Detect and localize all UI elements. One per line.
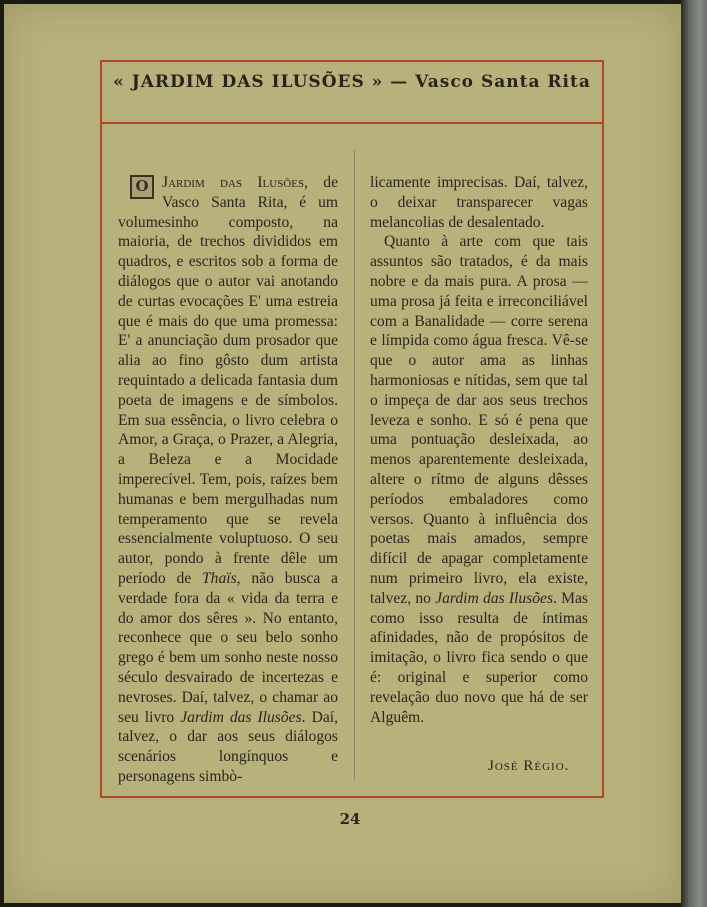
paragraph-text: , não busca a verdade fora da « vida da terra e do amor dos sêres ». No entanto, reconhece que o seu belo sonho grego é bem um sonho neste nosso século desvairado de incertezas e nevroses. Daí, talvez, o chamar ao seu livro bbox=[118, 569, 338, 726]
paragraph-2 bbox=[370, 232, 588, 727]
paragraph-1 bbox=[118, 173, 338, 787]
paragraph-text: . Mas como isso resulta de íntimas afinidades, não de propósitos de imitação, o livro fica sendo o que é: original e superior como revelação duo novo que há de ser Alguêm. bbox=[370, 589, 588, 726]
italic-book-title: Jardim das Ilusões bbox=[435, 589, 554, 607]
header-rule bbox=[100, 122, 604, 124]
italic-title: Thaïs bbox=[202, 569, 237, 587]
drop-cap: O bbox=[130, 175, 154, 199]
paragraph-text: Quanto à arte com que tais assuntos são tratados, é da mais nobre e da mais pura. A prosa — uma prosa já feita e irreconciliável com a Banalidade — corre serena e límpida como água fresca. Vê-se que o autor ama as linhas harmoniosas e nítidas, sem que tal o impeça de dar aos seus trechos leveza e sonho. E só é pena que uma pontuação desleixada, ao menos aparentemente desleixada, altere o rítmo de alguns dêsses períodos embaladores como versos. Quanto à influência dos poetas mais amados, sempre difícil de apagar completamente num primeiro livro, ela existe, talvez, no bbox=[370, 233, 588, 607]
page-number: 24 bbox=[339, 810, 361, 828]
book-edge bbox=[681, 0, 707, 907]
paragraph-text: de Vasco Santa Rita, é um volumesinho composto, na maioria, de trechos divididos em quadros, e escritos sob a forma de diálogos que o autor vai anotando de curtas evocações E' uma estreia que é mais do que uma promessa: E' a anunciação dum prosador que alia ao fino gôsto dum artista requintado a delicada fantasia dum poeta de imagens e de símbolos. Em sua essência, o livro celebra o Amor, a Graça, o Prazer, a Alegria, a Beleza e a Mocidade imperecível. Tem, pois, raízes bem humanas e bem mergulhadas num temperamento que se revela essencialmente voluptuoso. O seu autor, pondo à frente dêle um período de bbox=[118, 174, 338, 587]
italic-book-title: Jardim das Ilusões bbox=[180, 708, 302, 726]
right-column bbox=[370, 173, 588, 727]
paragraph-text: . Daí, talvez, o dar aos seus diálogos scenários longínquos e personagens simbò- bbox=[118, 708, 338, 785]
paragraph-1-continued: licamente imprecisas. Daí, talvez, o deixar transparecer vagas melancolias de desalentado. bbox=[370, 174, 588, 231]
article-title: « JARDIM DAS ILUSÕES » — Vasco Santa Rita bbox=[113, 72, 591, 92]
author-signature: José Régio. bbox=[488, 758, 570, 774]
column-divider bbox=[354, 150, 355, 780]
lead-words: Jardim das Ilusões, bbox=[162, 174, 308, 191]
left-column bbox=[118, 173, 338, 787]
